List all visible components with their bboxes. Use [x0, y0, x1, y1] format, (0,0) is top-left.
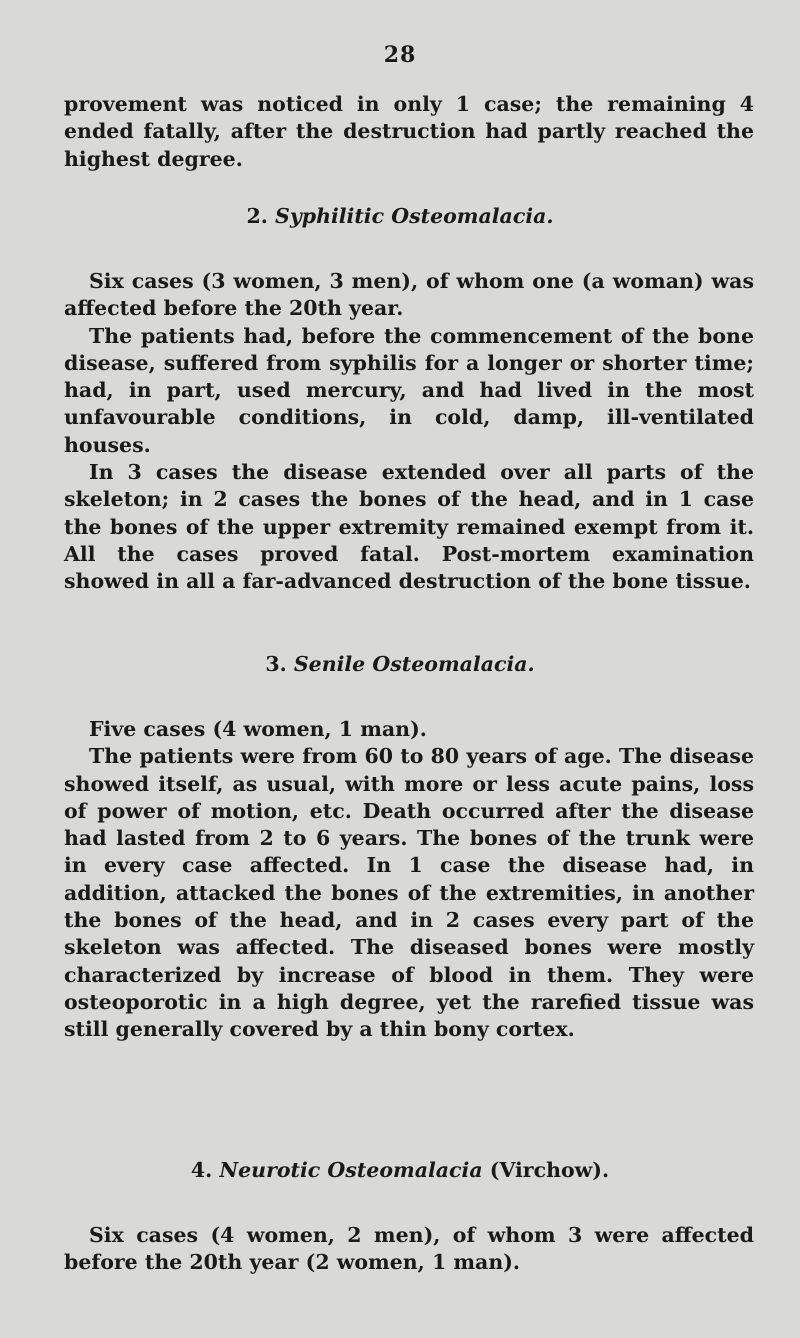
- paragraph: The patients had, before the commencement of the bone disease, suffered from syphilis for a longer or shorter time; had, in part, used mercury, and had lived in the most unfavourable conditions, in cold, damp, ill-ventilated houses.: [64, 323, 754, 457]
- section-number: 4.: [190, 1158, 213, 1182]
- section-author: (Virchow).: [489, 1158, 610, 1182]
- section-number: 2.: [246, 204, 268, 228]
- section-number: 3.: [265, 652, 287, 676]
- paragraph: In 3 cases the disease extended over all parts of the skeleton; in 2 cases the bones of the head, and in 1 case the bones of the upper extremity remained exempt from it. All the cases proved fatal. Post-mortem examination showed in all a far-advanced destruction of the bone tissue.: [64, 460, 754, 594]
- opening-paragraph-block: [64, 91, 754, 173]
- page-number: 28: [383, 42, 417, 68]
- paragraph: Six cases (4 women, 2 men), of whom 3 were affected before the 20th year (2 women, 1 man).: [64, 1223, 754, 1275]
- section-heading-senile: [0, 652, 800, 676]
- section-body-syphilitic: [64, 268, 754, 596]
- paragraph: Six cases (3 women, 3 men), of whom one (a woman) was affected before the 20th year.: [64, 269, 754, 321]
- opening-paragraph: provement was noticed in only 1 case; the remaining 4 ended fatally, after the destruction had partly reached the highest degree.: [64, 92, 754, 171]
- section-title: Syphilitic Osteomalacia.: [275, 204, 554, 228]
- paragraph: Five cases (4 women, 1 man).: [89, 717, 427, 741]
- section-body-senile: [64, 716, 754, 1044]
- paragraph: The patients were from 60 to 80 years of age. The disease showed itself, as usual, with more or less acute pains, loss of power of motion, etc. Death occurred after the disease had lasted from 2 to 6 years. The bones of the trunk were in every case affected. In 1 case the disease had, in addition, attacked the bones of the extremities, in another the bones of the head, and in 2 cases every part of the skeleton was affected. The diseased bones were mostly characterized by increase of blood in them. They were osteoporotic in a high degree, yet the rarefied tissue was still generally covered by a thin bony cortex.: [64, 744, 754, 1042]
- section-heading-syphilitic: [0, 204, 800, 228]
- section-body-neurotic: [64, 1222, 754, 1277]
- section-heading-neurotic: [0, 1158, 800, 1182]
- section-title: Neurotic Osteomalacia: [219, 1158, 483, 1182]
- section-title: Senile Osteomalacia.: [293, 652, 535, 676]
